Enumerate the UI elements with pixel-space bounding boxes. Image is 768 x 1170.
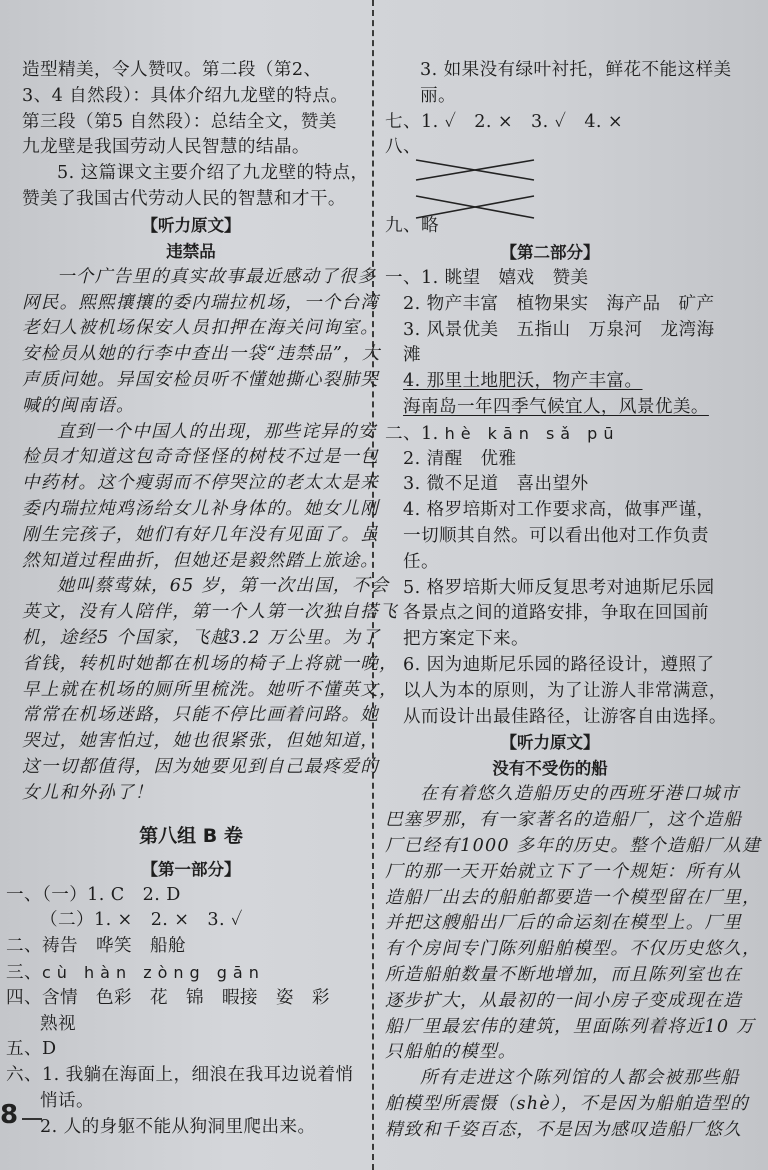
underlined-answer: 海南岛一年四季气候宜人，风景优美。 <box>403 396 709 417</box>
story-line: 精致和千姿百态，不是因为感叹造船厂悠久 <box>385 1119 743 1140</box>
story-line: 只船舶的模型。 <box>385 1042 517 1063</box>
underlined-answer: 4. 那里土地肥沃，物产丰富。 <box>403 371 643 392</box>
answer-line: 任。 <box>403 551 439 572</box>
answer-line: 六、1. 我躺在海面上，细浪在我耳边说着悄 <box>6 1065 354 1086</box>
story-line: 早上就在机场的厕所里梳洗。她听不懂英文， <box>22 679 398 700</box>
answer-line: 一切顺其自然。可以看出他对工作负责 <box>403 525 709 546</box>
part-header: 【第二部分】 <box>500 242 600 262</box>
story-title: 没有不受伤的船 <box>492 759 608 779</box>
pinyin-answer: hè kān sǎ pū <box>444 423 620 443</box>
text-line: 5. 这篇课文主要介绍了九龙壁的特点， <box>57 163 369 184</box>
story-line: 逐步扩大，从最初的一间小房子变成现在造 <box>385 990 743 1011</box>
answer-line: 6. 因为迪斯尼乐园的路径设计，遵照了 <box>403 654 715 675</box>
answer-line: 2. 物产丰富 植物果实 海产品 矿产 <box>403 293 715 314</box>
answer-line: 九、略 <box>385 216 439 237</box>
text-line: 造型精美，令人赞叹。第二段（第2、 <box>22 60 322 80</box>
story-line: 有个房间专门陈列船舶模型。不仅历史悠久， <box>385 939 761 960</box>
story-line: 这一切都值得，因为她要见到自己最疼爱的 <box>22 756 380 777</box>
question-number: 一、 <box>6 884 42 905</box>
story-line: 然知道过程曲折，但她还是毅然踏上旅途。 <box>22 550 380 571</box>
answer-line: 2. 清醒 优雅 <box>403 448 517 469</box>
answer-line: 二、祷告 哗笑 船舱 <box>6 936 186 957</box>
answer-line: 3. 如果没有绿叶衬托，鲜花不能这样美 <box>420 60 732 80</box>
answer-line: 一、1. 眺望 嬉戏 赞美 <box>385 267 589 288</box>
answer-line: 以人为本的原则，为了让游人非常满意， <box>403 680 727 701</box>
story-line: 在有着悠久造船历史的西班牙港口城市 <box>420 784 740 805</box>
answer-line: 3. 风景优美 五指山 万泉河 龙湾海 <box>403 319 715 340</box>
story-line: 厂的那一天开始就立下了一个规矩：所有从 <box>385 861 743 882</box>
answer-line: 八、 <box>385 137 421 158</box>
matching-lines <box>410 152 540 252</box>
story-title: 违禁品 <box>166 241 216 261</box>
answer-line: （二）1. × 2. × 3. ✓ <box>40 910 243 931</box>
answer-line: 五、D <box>6 1039 57 1060</box>
story-line: 造船厂出去的船舶都要造一个模型留在厂里， <box>385 887 761 908</box>
story-line: 喊的闽南语。 <box>22 395 135 416</box>
story-line: 常常在机场迷路，只能不停比画着问路。她 <box>22 705 380 726</box>
story-line: 刚生完孩子，她们有好几年没有见面了。虽 <box>22 524 380 545</box>
story-line: 巴塞罗那，有一家著名的造船厂，这个造船 <box>385 810 743 831</box>
page-number: 8 <box>0 1100 19 1130</box>
story-line: 所有走进这个陈列馆的人都会被那些船 <box>420 1068 740 1089</box>
story-line: 声质问她。异国安检员听不懂她撕心裂肺哭 <box>22 369 380 390</box>
story-line: 并把这艘船出厂后的命运刻在模型上。厂里 <box>385 913 743 934</box>
listening-header: 【听力原文】 <box>141 215 241 235</box>
answer-line: 滩 <box>403 345 421 366</box>
answer-line: 七、1. ✓ 2. × 3. ✓ 4. × <box>385 111 624 132</box>
section-title: 第八组 B 卷 <box>139 824 243 847</box>
story-line: 直到一个中国人的出现，那些诧异的安 <box>57 421 377 442</box>
answer-line: 2. 人的身躯不能从狗洞里爬出来。 <box>40 1116 316 1137</box>
story-line: 安检员从她的行李中查出一袋“违禁品”，大 <box>22 344 381 365</box>
answer-line: 把方案定下来。 <box>403 629 529 650</box>
answer-text: （一）1. C 2. D <box>42 884 181 905</box>
story-line: 检员才知道这包奇奇怪怪的树枝不过是一包 <box>22 447 380 468</box>
question-number: 二、1. <box>385 423 445 444</box>
story-line: 委内瑞拉炖鸡汤给女儿补身体的。她女儿刚 <box>22 498 380 519</box>
answer-line: 悄话。 <box>40 1090 94 1111</box>
answer-line <box>6 883 360 909</box>
story-line: 机，途经5 个国家，飞越3.2 万公里。为了 <box>22 627 381 648</box>
text-line: 九龙壁是我国劳动人民智慧的结晶。 <box>22 137 310 158</box>
story-line: 老妇人被机场保安人员扣押在海关问询室。 <box>22 318 380 339</box>
answer-line: 从而设计出最佳路径，让游客自由选择。 <box>403 706 727 727</box>
story-line: 网民。熙熙攘攘的委内瑞拉机场，一个台湾 <box>22 292 380 313</box>
answer-line: 4. 格罗培斯对工作要求高，做事严谨， <box>403 500 715 521</box>
pinyin-answer: cù hàn zòng gān <box>42 962 265 982</box>
page-number-rule <box>22 1118 42 1120</box>
text-line: 3、4 自然段）：具体介绍九龙壁的特点。 <box>22 85 349 106</box>
story-line: 女儿和外孙了！ <box>22 782 154 803</box>
story-line: 中药材。这个瘦弱而不停哭泣的老太太是来 <box>22 473 380 494</box>
answer-line <box>385 369 715 395</box>
story-line: 所造船舶数量不断地增加，而且陈列室也在 <box>385 964 743 985</box>
text-line: 第三段（第5 自然段）：总结全文，赞美 <box>22 111 337 132</box>
left-column <box>6 58 398 1140</box>
story-line: 英文，没有人陪伴，第一个人第一次独自搭飞 <box>22 602 398 623</box>
story-line: 省钱，转机时她都在机场的椅子上将就一晚， <box>22 653 398 674</box>
answer-line: 四、含情 色彩 花 锦 暇接 姿 彩 <box>6 987 330 1008</box>
answer-line <box>385 395 715 421</box>
story-line: 一个广告里的真实故事最近感动了很多 <box>57 266 377 287</box>
story-line: 船厂里最宏伟的建筑，里面陈列着将近10 万 <box>385 1016 755 1037</box>
story-line: 她叫蔡莺妹，65 岁，第一次出国，不会 <box>57 576 390 597</box>
answer-line <box>385 421 715 447</box>
story-line: 哭过，她害怕过，她也很紧张，但她知道， <box>22 731 380 752</box>
question-number: 三、 <box>6 962 42 983</box>
answer-line: 各景点之间的道路安排，争取在回国前 <box>403 603 709 624</box>
answer-line: 5. 格罗培斯大师反复思考对迪斯尼乐园 <box>403 577 715 598</box>
text-line: 赞美了我国古代劳动人民的智慧和才干。 <box>22 188 346 209</box>
listening-header: 【听力原文】 <box>500 733 600 753</box>
answer-line: 熟视 <box>40 1013 76 1034</box>
story-line: 舶模型所震慑（shè），不是因为船舶造型的 <box>385 1093 749 1114</box>
story-line: 厂已经有1000 多年的历史。整个造船厂从建 <box>385 835 761 856</box>
answer-line: 丽。 <box>420 85 456 106</box>
part-header: 【第一部分】 <box>141 859 241 879</box>
answer-line: 3. 微不足道 喜出望外 <box>403 474 589 495</box>
answer-line <box>6 960 360 986</box>
